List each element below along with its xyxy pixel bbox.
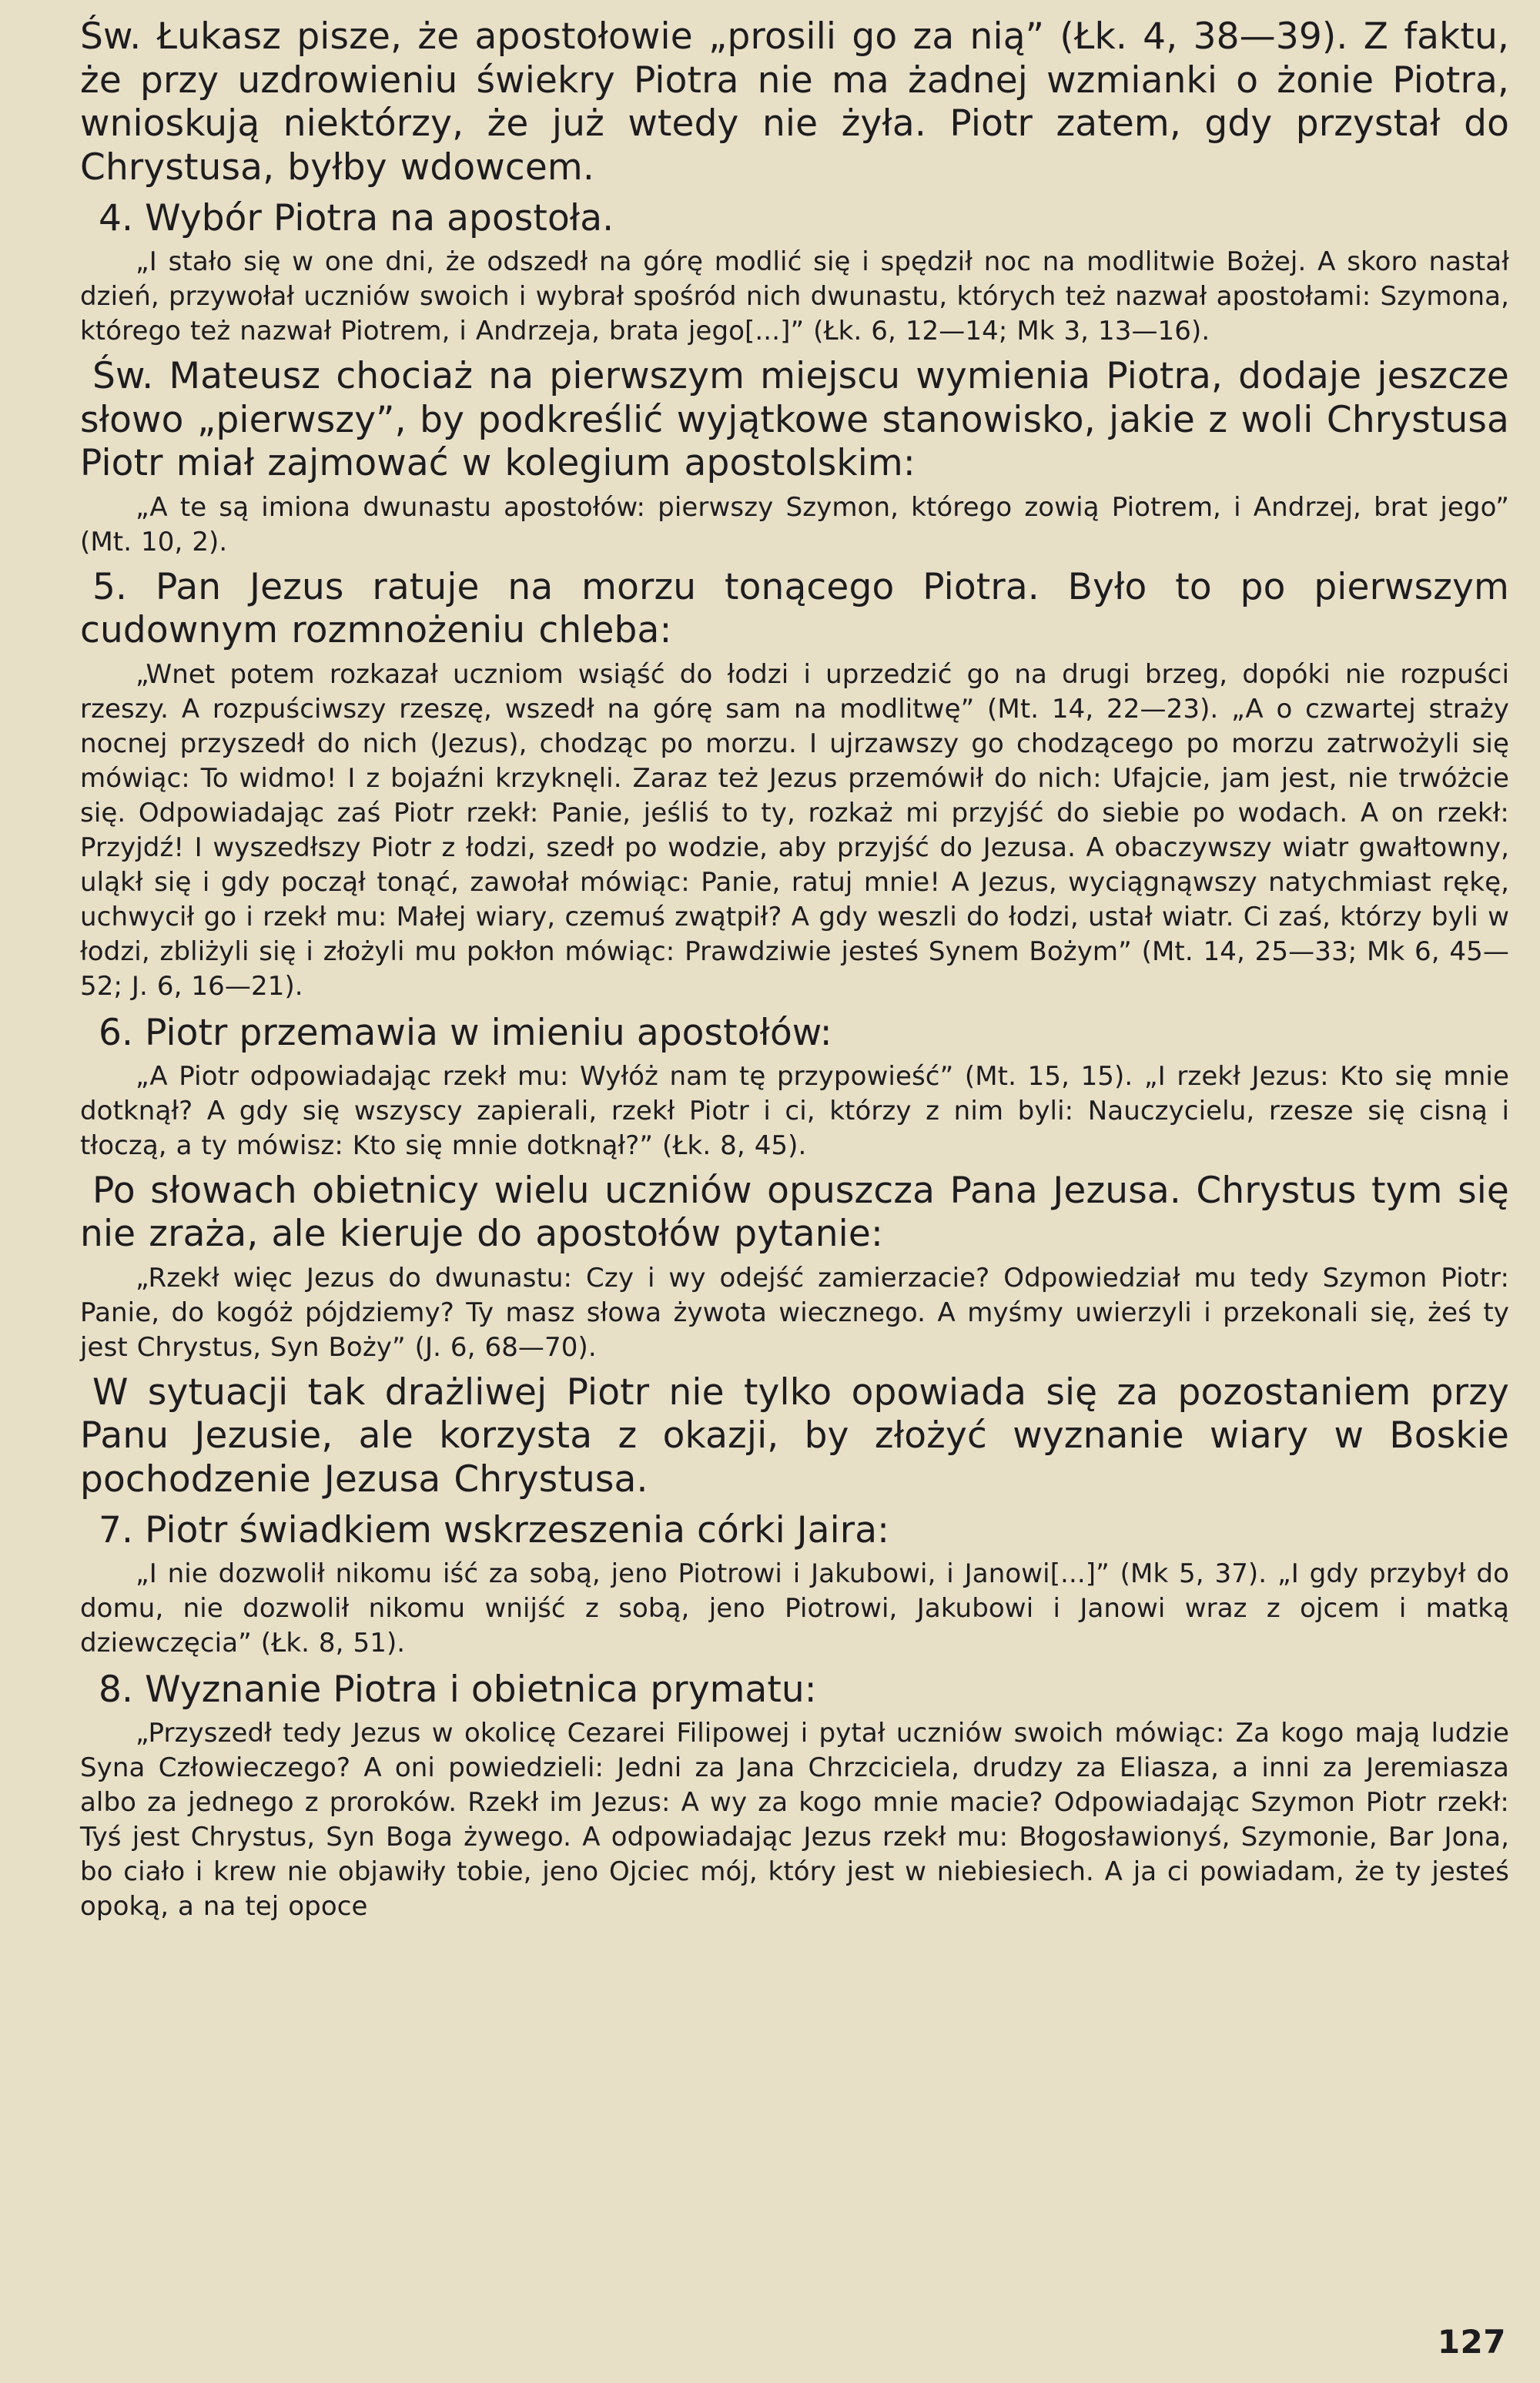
section-heading: 7. Piotr świadkiem wskrzeszenia córki Jaira: (99, 1509, 890, 1551)
scripture-quote: „I stało się w one dni, że odszedł na górę modlić się i spędził noc na modlitwie Bożej. A skoro nastał dzień, przywołał uczniów swoich i wybrał spośród nich dwunastu, których też nazwał apostołami: Szymona, którego też nazwał Piotrem, i Andrzeja, brata jego[...]” (Łk. 6, 12—14; Mk 3, 13—16). (80, 246, 1509, 346)
scripture-quote: „I nie dozwolił nikomu iść za sobą, jeno Piotrowi i Jakubowi, i Janowi[...]” (Mk 5, 37). „I gdy przybył do domu, nie dozwolił nikomu wnijść z sobą, jeno Piotrowi, Jakubowi i Janowi wraz z ojcem i matką dziewczęcia” (Łk. 8, 51). (80, 1558, 1509, 1658)
section-heading: 8. Wyznanie Piotra i obietnica prymatu: (99, 1668, 817, 1711)
body-paragraph: Św. Mateusz chociaż na pierwszym miejscu wymienia Piotra, dodaje jeszcze słowo „pierwszy”, by podkreślić wyjątkowe stanowisko, jakie z woli Chrystusa Piotr miał zajmować w kolegium apostolskim: (80, 355, 1509, 484)
scripture-quote: „A Piotr odpowiadając rzekł mu: Wyłóż nam tę przypowieść” (Mt. 15, 15). „I rzekł Jezus: Kto się mnie dotknął? A gdy się wszyscy zapierali, rzekł Piotr i ci, którzy z nim byli: Nauczycielu, rzesze się cisną i tłoczą, a ty mówisz: Kto się mnie dotknął?” (Łk. 8, 45). (80, 1060, 1509, 1161)
body-paragraph: Po słowach obietnicy wielu uczniów opuszcza Pana Jezusa. Chrystus tym się nie zraża, ale kieruje do apostołów pytanie: (80, 1169, 1509, 1255)
scripture-quote: „Wnet potem rozkazał uczniom wsiąść do łodzi i uprzedzić go na drugi brzeg, dopóki nie rozpuści rzeszy. A rozpuściwszy rzeszę, wszedł na górę sam na modlitwę” (Mt. 14, 22—23). „A o czwartej straży nocnej przyszedł do nich (Jezus), chodząc po morzu. I ujrzawszy go chodzącego po morzu zatrwożyli się mówiąc: To widmo! I z bojaźni krzyknęli. Zaraz też Jezus przemówił do nich: Ufajcie, jam jest, nie trwóżcie się. Odpowiadając zaś Piotr rzekł: Panie, jeśliś to ty, rozkaż mi przyjść do siebie po wodach. A on rzekł: Przyjdź! I wyszedłszy Piotr z łodzi, szedł po wodzie, aby przyjść do Jezusa. A obaczywszy wiatr gwałtowny, uląkł się i gdy począł tonąć, zawołał mówiąc: Panie, ratuj mnie! A Jezus, wyciągnąwszy natychmiast rękę, uchwycił go i rzekł mu: Małej wiary, czemuś zwątpił? A gdy weszli do łodzi, ustał wiatr. Ci zaś, którzy byli w łodzi, zbliżyli się i złożyli mu pokłon mówiąc: Prawdziwie jesteś Synem Bożym” (Mt. 14, 25—33; Mk 6, 45—52; J. 6, 16—21). (80, 658, 1509, 1002)
scripture-quote: „Rzekł więc Jezus do dwunastu: Czy i wy odejść zamierzacie? Odpowiedział mu tedy Szymon Piotr: Panie, do kogóż pójdziemy? Ty masz słowa żywota wiecznego. A myśmy uwierzyli i przekonali się, żeś ty jest Chrystus, Syn Boży” (J. 6, 68—70). (80, 1262, 1509, 1363)
scripture-quote: „Przyszedł tedy Jezus w okolicę Cezarei Filipowej i pytał uczniów swoich mówiąc: Za kogo mają ludzie Syna Człowieczego? A oni powiedzieli: Jedni za Jana Chrzciciela, drudzy za Eliasza, a inni za Jeremiasza albo za jednego z proroków. Rzekł im Jezus: A wy za kogo mnie macie? Odpowiadając Szymon Piotr rzekł: Tyś jest Chrystus, Syn Boga żywego. A odpowiadając Jezus rzekł mu: Błogosławionyś, Szymonie, Bar Jona, bo ciało i krew nie objawiły tobie, jeno Ojciec mój, który jest w niebiesiech. A ja ci powiadam, że ty jesteś opoką, a na tej opoce (80, 1718, 1509, 1922)
scripture-quote: „A te są imiona dwunastu apostołów: pierwszy Szymon, którego zowią Piotrem, i Andrzej, brat jego” (Mt. 10, 2). (80, 491, 1509, 557)
section-heading: 4. Wybór Piotra na apostoła. (99, 197, 614, 239)
section-heading-paragraph: 5. Pan Jezus ratuje na morzu tonącego Piotra. Było to po pierwszym cudownym rozmnożeniu chleba: (80, 565, 1509, 651)
page-number: 127 (1437, 2323, 1506, 2361)
body-paragraph: W sytuacji tak drażliwej Piotr nie tylko opowiada się za pozostaniem przy Panu Jezusie, ale korzysta z okazji, by złożyć wyznanie wiary w Boskie pochodzenie Jezusa Chrystusa. (80, 1371, 1509, 1501)
section-heading: 6. Piotr przemawia w imieniu apostołów: (99, 1011, 832, 1054)
body-paragraph: Św. Łukasz pisze, że apostołowie „prosili go za nią” (Łk. 4, 38—39). Z faktu, że przy uzdrowieniu świekry Piotra nie ma żadnej wzmianki o żonie Piotra, wnioskują niektórzy, że już wtedy nie żyła. Piotr zatem, gdy przystał do Chrystusa, byłby wdowcem. (80, 15, 1509, 189)
